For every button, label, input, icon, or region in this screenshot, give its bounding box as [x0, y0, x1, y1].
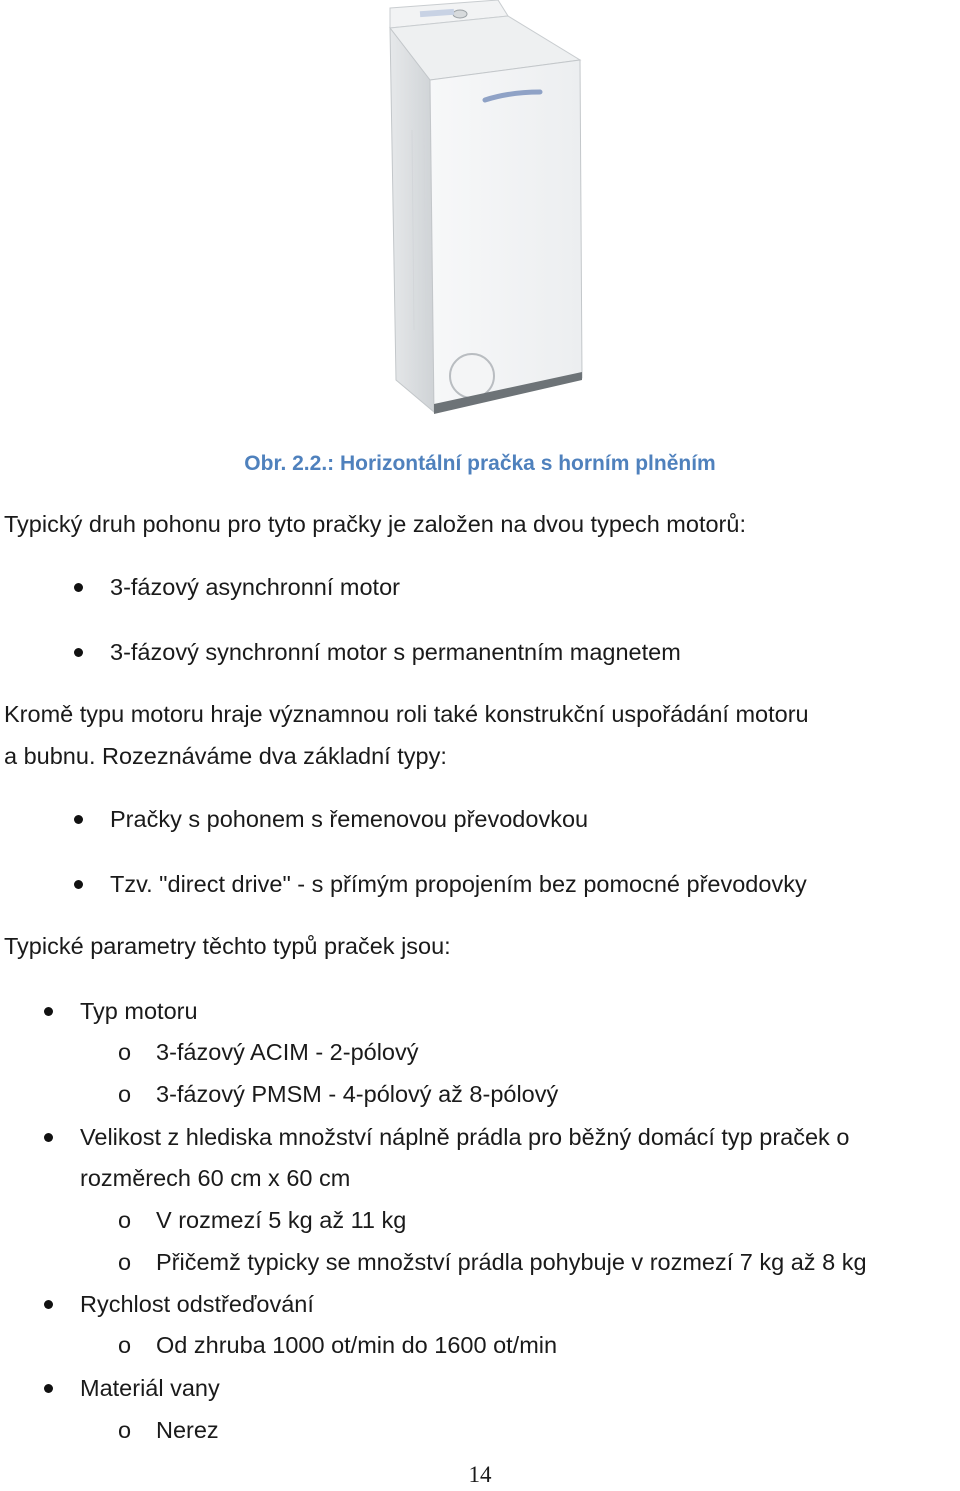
intro-paragraph: Typický druh pohonu pro tyto pračky je založen na dvou typech motorů: — [4, 511, 746, 537]
params-intro: Typické parametry těchto typů praček jsou: — [4, 933, 451, 959]
sub-bullet-marker: o — [118, 1249, 132, 1275]
page-number: 14 — [468, 1462, 492, 1487]
bullet-icon — [44, 1133, 53, 1142]
sub-bullet-marker: o — [118, 1417, 132, 1443]
param-item-spin-speed: Rychlost odstřeďování — [80, 1291, 314, 1317]
param-item-load-size: Velikost z hlediska množství náplně prádla pro běžný domácí typ praček o — [80, 1124, 850, 1150]
figure-caption: Obr. 2.2.: Horizontální pračka s horním plněním — [244, 452, 716, 475]
design-paragraph-line: a bubnu. Rozeznáváme dva základní typy: — [4, 743, 447, 769]
washing-machine-image — [360, 0, 600, 425]
bullet-icon — [74, 880, 83, 889]
param-subitem: 3-fázový ACIM - 2-pólový — [156, 1039, 419, 1065]
param-item-motor-type: Typ motoru — [80, 998, 198, 1024]
design-paragraph-line: Kromě typu motoru hraje významnou roli také konstrukční uspořádání motoru — [4, 701, 809, 727]
param-item-load-size-cont: rozměrech 60 cm x 60 cm — [80, 1165, 351, 1191]
bullet-icon — [74, 815, 83, 824]
sub-bullet-marker: o — [118, 1332, 132, 1358]
param-subitem: V rozmezí 5 kg až 11 kg — [156, 1207, 407, 1233]
param-subitem: Od zhruba 1000 ot/min do 1600 ot/min — [156, 1332, 558, 1358]
motor-type-item: 3-fázový asynchronní motor — [110, 574, 400, 600]
motor-type-item: 3-fázový synchronní motor s permanentním magnetem — [110, 639, 681, 665]
bullet-icon — [44, 1300, 53, 1309]
param-item-tub-material: Materiál vany — [80, 1375, 220, 1401]
sub-bullet-marker: o — [118, 1081, 132, 1107]
bullet-icon — [44, 1384, 53, 1393]
bullet-icon — [74, 648, 83, 657]
sub-bullet-marker: o — [118, 1039, 132, 1065]
sub-bullet-marker: o — [118, 1207, 132, 1233]
bullet-icon — [44, 1007, 53, 1016]
param-subitem: Nerez — [156, 1417, 219, 1443]
param-subitem: 3-fázový PMSM - 4-pólový až 8-pólový — [156, 1081, 559, 1107]
drive-type-item: Tzv. "direct drive" - s přímým propojením bez pomocné převodovky — [110, 871, 807, 897]
param-subitem: Přičemž typicky se množství prádla pohybuje v rozmezí 7 kg až 8 kg — [156, 1249, 867, 1275]
bullet-icon — [74, 583, 83, 592]
drive-type-item: Pračky s pohonem s řemenovou převodovkou — [110, 806, 589, 832]
